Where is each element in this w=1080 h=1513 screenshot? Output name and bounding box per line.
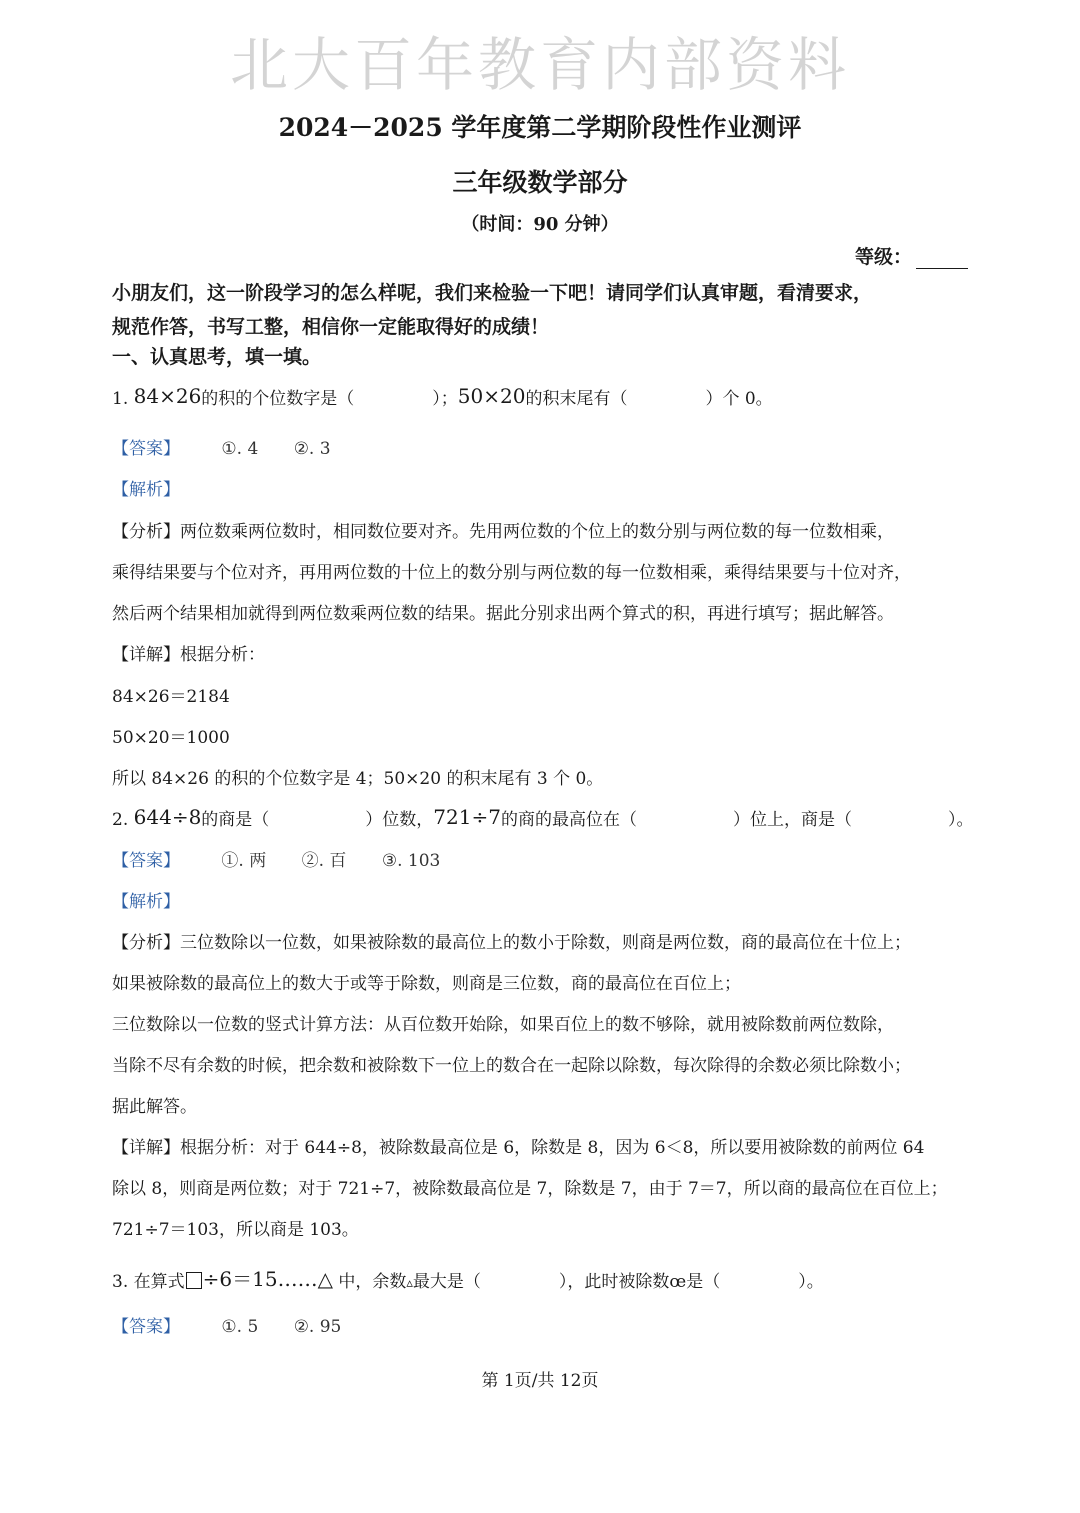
analysis-text: 三位数除以一位数，如果被除数的最高位上的数小于除数，则商是两位数，商的最高位在十位上；: [180, 933, 911, 953]
question-text: ）。: [947, 810, 974, 830]
detail-text: 根据分析：对于 644÷8，被除数最高位是 6，除数是 8，因为 6＜8，所以要用被除数的前两位 64: [180, 1138, 925, 1158]
answer-label: 【答案】: [112, 1317, 180, 1337]
intro-line: 规范作答，书写工整，相信你一定能取得好的成绩！: [112, 316, 550, 338]
question-number: 3.: [112, 1272, 129, 1292]
section-heading: 一、认真思考，填一填。: [112, 346, 322, 368]
answer-label: 【答案】: [112, 851, 180, 871]
question-text: 是（: [686, 1272, 721, 1292]
question-text: ）位上，商是（: [732, 810, 852, 830]
grade-label: 等级：: [854, 246, 912, 268]
question-text: 的积末尾有（: [525, 389, 628, 409]
question-number: 1.: [112, 389, 129, 409]
math-expression: 84×26: [133, 384, 202, 408]
answer-value: ③. 103: [381, 851, 441, 871]
calc-step: 50×20＝1000: [112, 728, 230, 748]
analysis-line: 据此解答。: [112, 1097, 197, 1117]
answer-value: ①. 两: [221, 851, 267, 871]
detail-line: 721÷7＝103，所以商是 103。: [112, 1220, 359, 1240]
question-text: 中，余数: [338, 1272, 407, 1292]
answer-value: ①. 4: [221, 439, 259, 459]
question-text: ）。: [798, 1272, 824, 1292]
question-text: 在算式: [133, 1272, 185, 1292]
question-text: 最大是（: [412, 1272, 481, 1292]
detail-line: [112, 1133, 924, 1158]
question-text: 的积的个位数字是（: [201, 389, 355, 409]
answer-row: [112, 434, 331, 459]
answer-value: ①. 5: [221, 1317, 259, 1337]
detail-tag: 【详解】: [112, 645, 180, 665]
exam-time: （时间：90 分钟）: [461, 214, 619, 235]
triangle-symbol: ▵: [406, 1276, 413, 1291]
analysis-line: 当除不尽有余数的时候，把余数和被除数下一位上的数合在一起除以除数，每次除得的余数必须比除数小；: [112, 1056, 911, 1076]
analysis-text: 两位数乘两位数时，相同数位要对齐。先用两位数的个位上的数分别与两位数的每一位数相乘，: [180, 522, 894, 542]
question-text: ），此时被除数: [558, 1272, 670, 1292]
question-text: ）个 0。: [705, 389, 773, 409]
grade-blank: [916, 250, 968, 269]
analysis-line: [112, 928, 911, 953]
question-1: [112, 384, 773, 409]
analysis-tag: 【分析】: [112, 933, 180, 953]
math-expression: 644÷8: [133, 805, 202, 829]
question-text: 的商是（: [201, 810, 270, 830]
detail-text: 根据分析：: [180, 645, 265, 665]
answer-row: [112, 846, 440, 871]
detail-line: 除以 8，则商是两位数；对于 721÷7，被除数最高位是 7，除数是 7，由于 7＝7，所以商的最高位在百位上；: [112, 1179, 948, 1199]
square-box-icon: [186, 1272, 202, 1289]
answer-value: ②. 95: [293, 1317, 342, 1337]
grade-field: [855, 242, 968, 269]
answer-value: ②. 3: [293, 439, 331, 459]
analysis-line: 如果被除数的最高位上的数大于或等于除数，则商是三位数，商的最高位在百位上；: [112, 974, 741, 994]
question-3: [112, 1263, 824, 1292]
calc-step: 84×26＝2184: [112, 687, 230, 707]
question-text: ）；: [432, 389, 458, 409]
detail-line: [112, 640, 265, 665]
math-expression: ÷6＝15……△: [202, 1267, 333, 1291]
garbled-symbol: œ: [669, 1272, 687, 1292]
answer-value: ②. 百: [301, 851, 347, 871]
intro-line: 小朋友们，这一阶段学习的怎么样呢，我们来检验一下吧！请同学们认真审题，看清要求，: [112, 282, 873, 304]
question-text: ）位数，: [365, 810, 434, 830]
answer-label: 【答案】: [112, 439, 180, 459]
answer-row: [112, 1312, 341, 1337]
watermark: 北大百年教育内部资料: [229, 31, 850, 99]
analysis-line: [112, 517, 894, 542]
intro-text: [112, 276, 872, 344]
question-2: [112, 805, 973, 830]
analysis-line: 然后两个结果相加就得到两位数乘两位数的结果。据此分别求出两个算式的积，再进行填写；据此解答。: [112, 604, 894, 624]
analysis-line: 三位数除以一位数的竖式计算方法：从百位数开始除，如果百位上的数不够除，就用被除数前两位数除，: [112, 1015, 894, 1035]
analysis-label: 【解析】: [112, 480, 180, 500]
calc-step: 所以 84×26 的积的个位数字是 4；50×20 的积末尾有 3 个 0。: [112, 769, 604, 789]
question-text: 的商的最高位在（: [500, 810, 637, 830]
detail-tag: 【详解】: [112, 1138, 180, 1158]
analysis-line: 乘得结果要与个位对齐，再用两位数的十位上的数分别与两位数的每一位数相乘，乘得结果要与十位对齐，: [112, 563, 911, 583]
page-footer: 第 1页/共 12页: [481, 1371, 599, 1391]
math-expression: 50×20: [457, 384, 526, 408]
question-number: 2.: [112, 810, 129, 830]
analysis-tag: 【分析】: [112, 522, 180, 542]
page-title: 2024－2025 学年度第二学期阶段性作业测评: [278, 113, 802, 142]
math-expression: 721÷7: [433, 805, 501, 829]
analysis-label: 【解析】: [112, 892, 180, 912]
page-subtitle: 三年级数学部分: [452, 168, 628, 197]
